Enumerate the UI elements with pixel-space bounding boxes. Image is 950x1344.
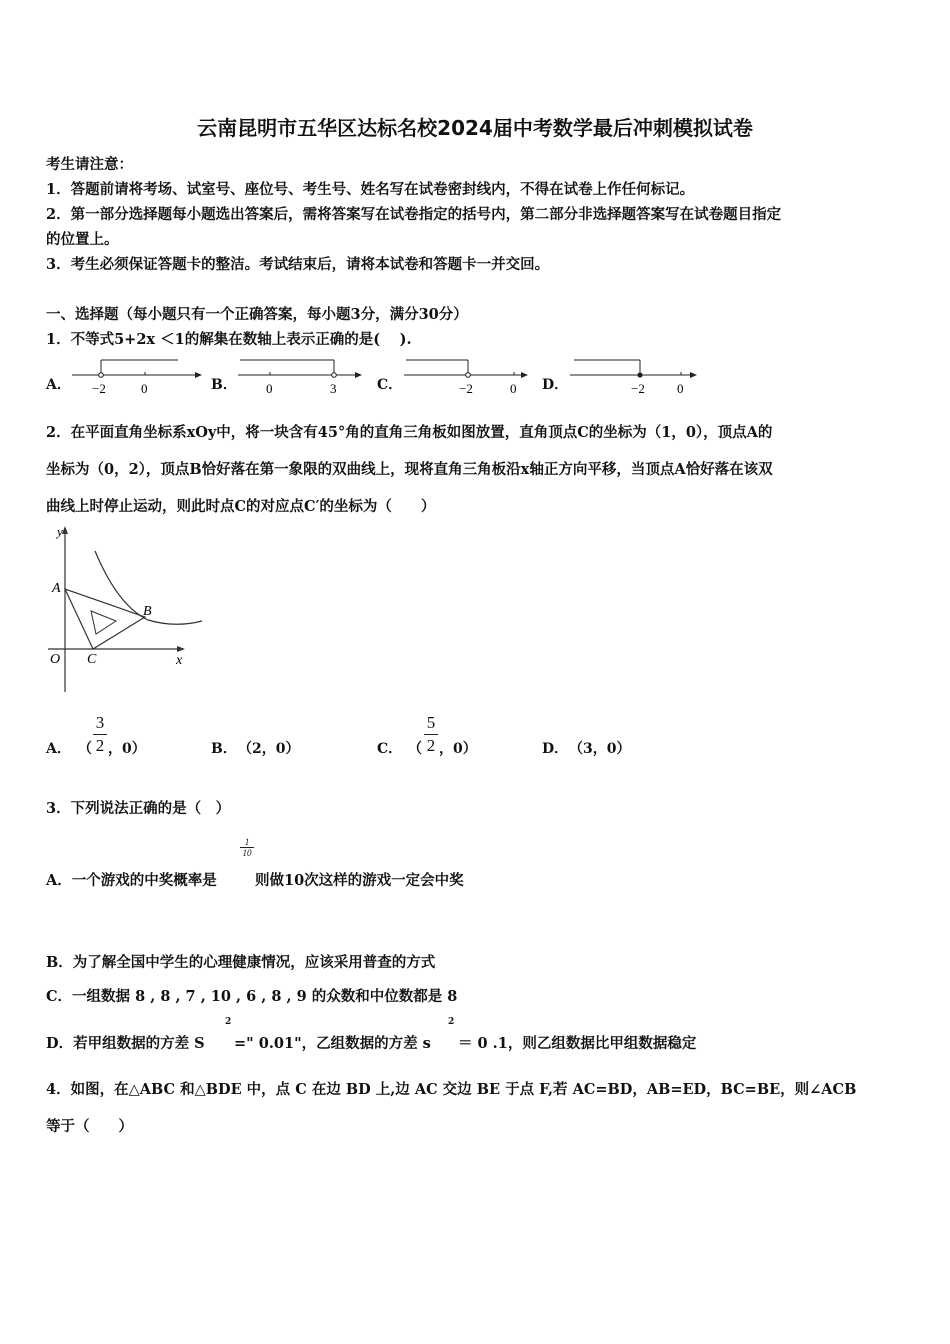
- tick-label: −2: [459, 381, 473, 396]
- tick-label: 3: [330, 381, 337, 396]
- notice-item-2: 2．第一部分选择题每小题选出答案后，需将答案写在试卷指定的括号内，第二部分非选择题答案写在试卷题目指定: [46, 206, 782, 223]
- q3-option-c: C．一组数据 8 , 8 , 7 , 10 , 6 , 8 , 9 的众数和中位数都是 8: [46, 988, 458, 1005]
- q1-stem: 1．不等式5+2x ＜1的解集在数轴上表示正确的是( ).: [46, 331, 412, 348]
- q2-line-2: 坐标为（0，2），顶点B恰好落在第一象限的双曲线上，现将直角三角板沿x轴正方向平移，当顶点A恰好落在该双: [46, 461, 773, 478]
- notice-item-3: 3．考生必须保证答题卡的整洁。考试结束后，请将本试卷和答题卡一并交回。: [46, 256, 550, 273]
- tick-label: 0: [510, 381, 517, 396]
- q2-option-c-open: （: [408, 741, 422, 757]
- q4-line-2: 等于（ ）: [46, 1118, 133, 1135]
- q2-option-d-text: （3，0）: [569, 741, 631, 757]
- q2-option-c-fraction: [424, 713, 438, 756]
- q1-option-a-label: A．: [46, 377, 71, 393]
- fraction-denominator: 2: [95, 736, 105, 755]
- q1-option-c-numberline: [402, 355, 532, 400]
- tick-label: 0: [141, 381, 148, 396]
- q2-figure: [40, 524, 210, 696]
- notice-item-2-cont: 的位置上。: [46, 231, 119, 248]
- section-heading: 一、选择题（每小题只有一个正确答案，每小题3分，满分30分）: [46, 306, 468, 323]
- fig-label-b: B: [143, 604, 152, 619]
- q4-line-1: 4．如图，在△ABC 和△BDE 中，点 C 在边 BD 上,边 AC 交边 BE 于点 F,若 AC=BD，AB=ED，BC=BE，则∠ACB: [46, 1081, 857, 1098]
- tick-label: 0: [266, 381, 273, 396]
- q3-stem: 3．下列说法正确的是（ ）: [46, 800, 231, 817]
- q3-option-a-text: A．一个游戏的中奖概率是: [46, 872, 217, 889]
- q1-option-b-label: B．: [211, 377, 237, 393]
- q2-option-c-close: ，0）: [439, 741, 477, 757]
- fig-label-o: O: [50, 652, 61, 667]
- q3-option-d-part3: ＝ 0 .1，则乙组数据比甲组数据稳定: [458, 1035, 697, 1052]
- q2-option-b-text: （2，0）: [238, 741, 300, 757]
- notice-heading: 考生请注意：: [46, 156, 133, 173]
- q3-option-d-sup2: 2: [448, 1017, 455, 1027]
- q2-line-1: 2．在平面直角坐标系xOy中，将一块含有45°角的直角三角板如图放置，直角顶点C的坐标为（1，0），顶点A的: [46, 424, 773, 441]
- q2-option-a-fraction: [93, 713, 107, 756]
- q2-line-3: 曲线上时停止运动，则此时点C的对应点C′的坐标为（ ）: [46, 498, 436, 515]
- q3-option-b: B．为了解全国中学生的心理健康情况，应该采用普查的方式: [46, 954, 436, 971]
- notice-item-1: 1．答题前请将考场、试室号、座位号、考生号、姓名写在试卷密封线内，不得在试卷上作任何标记。: [46, 181, 695, 198]
- q2-option-d-label: D．: [542, 741, 569, 757]
- q2-option-a-label: A．: [46, 741, 71, 757]
- q1-option-b-numberline: [236, 355, 366, 400]
- q1-option-d-label: D．: [542, 377, 569, 393]
- fraction-numerator: 3: [95, 713, 105, 732]
- q3-option-d-part1: D．若甲组数据的方差 S: [46, 1035, 205, 1052]
- q1-option-c-label: C．: [377, 377, 403, 393]
- q3-option-a-text-cont: 则做10次这样的游戏一定会中奖: [255, 872, 464, 889]
- tick-label: −2: [92, 381, 106, 396]
- q1-option-a-numberline: [70, 355, 205, 400]
- q3-option-a-fraction: [240, 837, 254, 858]
- fig-label-c: C: [87, 652, 97, 667]
- fraction-denominator: 10: [242, 848, 252, 858]
- q2-option-c-label: C．: [377, 741, 403, 757]
- q2-option-a-close: ，0）: [108, 741, 146, 757]
- fraction-denominator: 2: [426, 736, 436, 755]
- fig-label-x: x: [176, 653, 183, 668]
- q2-option-b-label: B．: [211, 741, 237, 757]
- q3-option-d-part2: =" 0.01"，乙组数据的方差 s: [234, 1035, 431, 1052]
- fraction-numerator: 5: [426, 713, 436, 732]
- fraction-numerator: 1: [244, 837, 250, 847]
- tick-label: −2: [631, 381, 645, 396]
- q2-option-a-open: （: [78, 741, 92, 757]
- fig-label-a: A: [52, 581, 61, 596]
- q3-option-d-sup1: 2: [225, 1017, 232, 1027]
- page-title: 云南昆明市五华区达标名校2024届中考数学最后冲刺模拟试卷: [197, 116, 753, 140]
- q1-option-d-numberline: [568, 355, 703, 400]
- fig-label-y: y: [57, 524, 63, 539]
- tick-label: 0: [677, 381, 684, 396]
